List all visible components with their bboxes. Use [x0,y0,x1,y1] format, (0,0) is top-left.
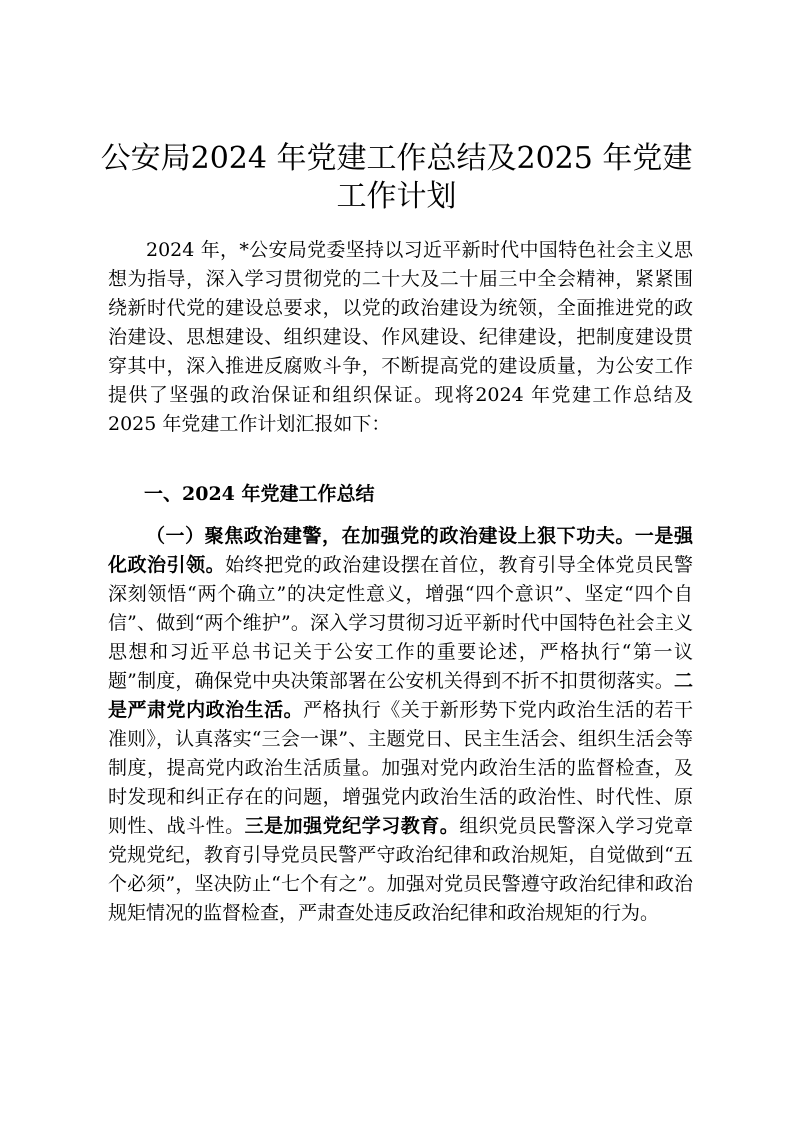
para-text-2: 严格执行《关于新形势下党内政治生活的若干准则》，认真落实“三会一课”、主题党日、民主生活会、组织生活会等制度，提高党内政治生活质量。加强对党内政治生活的监督检查，及时发现和纠正存在的问题，增强党内政治生活的政治性、时代性、原则性、战斗性。 [108,699,693,837]
para-text-3: 组织党员民警深入学习党章党规党纪，教育引导党员民警严守政治纪律和政治规矩，自觉做到“五个必须”，坚决防止“七个有之”。加强对党员民警遵守政治纪律和政治规矩情况的监督检查，严肃查处违反政治纪律和政治规矩的行为。 [108,815,693,924]
document-title-line1: 公安局2024 年党建工作总结及2025 年党建 [100,141,693,176]
point2-heading: 二是严肃党内政治生活。 [108,670,693,721]
subsection1-lead: （一）聚焦政治建警，在加强党的政治建设上狠下功夫。一是强化政治引领。 [108,525,693,576]
section1-heading: 一、2024 年党建工作总结 [144,483,375,505]
section1-paragraph [108,522,693,928]
para-text-1: 始终把党的政治建设摆在首位，教育引导全体党员民警深刻领悟“两个确立”的决定性意义，增强“四个意识”、坚定“四个自信”、做到“两个维护”。深入学习贯彻习近平新时代中国特色社会主义思想和习近平总书记关于公安工作的重要论述，严格执行“第一议题”制度，确保党中央决策部署在公安机关得到不折不扣贯彻落实。 [108,554,693,692]
point3-heading: 三是加强党纪学习教育。 [244,815,460,837]
intro-paragraph: 2024 年，*公安局党委坚持以习近平新时代中国特色社会主义思想为指导，深入学习贯彻党的二十大及二十届三中全会精神，紧紧围绕新时代党的建设总要求，以党的政治建设为统领，全面推进党的政治建设、思想建设、组织建设、作风建设、纪律建设，把制度建设贯穿其中，深入推进反腐败斗争，不断提高党的建设质量，为公安工作提供了坚强的政治保证和组织保证。现将2024 年党建工作总结及2025 年党建工作计划汇报如下： [108,239,693,435]
document-title-line2: 工作计划 [336,179,457,214]
